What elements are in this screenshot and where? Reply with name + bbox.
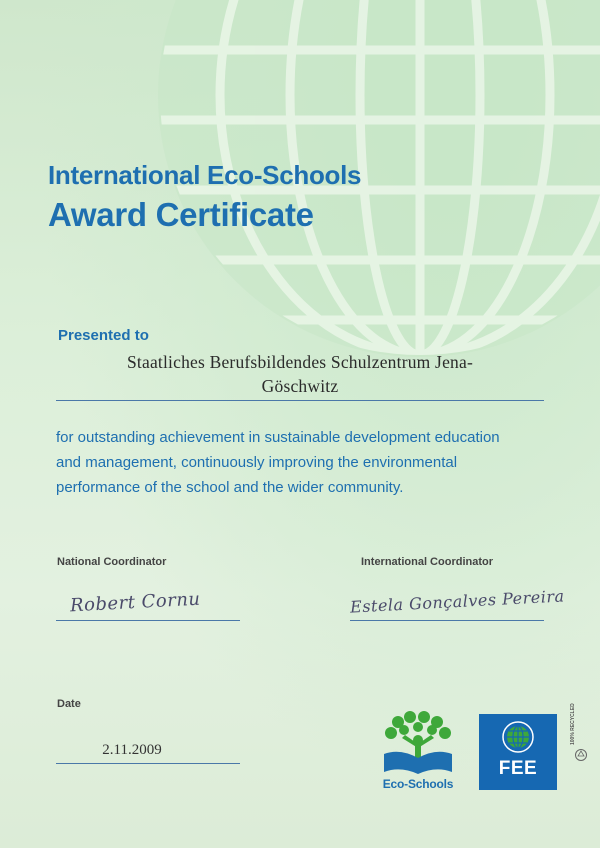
statement-line3: performance of the school and the wider community. — [56, 479, 404, 496]
certificate-title-line2: Award Certificate — [48, 196, 314, 233]
national-signature-line — [56, 620, 240, 621]
international-coordinator-signature: Estela Gonçalves Pereira — [349, 586, 565, 617]
fee-globe-icon — [479, 714, 557, 760]
award-statement — [56, 425, 544, 500]
recycle-icon — [574, 748, 588, 762]
date-value: 2.11.2009 — [102, 742, 162, 758]
fee-logo-text: FEE — [498, 758, 538, 779]
statement-line2: and management, continuously improving the environmental — [56, 454, 458, 471]
international-signature-line — [350, 620, 544, 621]
statement-line1: for outstanding achievement in sustainable development education — [56, 429, 500, 446]
date-label: Date — [57, 698, 81, 710]
recipient-line1: Staatliches Berufsbildendes Schulzentrum Jena- — [127, 352, 473, 372]
presented-to-label: Presented to — [58, 327, 149, 344]
recipient-underline — [56, 400, 544, 401]
recycled-mark: 100% RECYCLED — [570, 703, 576, 745]
national-coordinator-label: National Coordinator — [57, 556, 167, 568]
recipient-name — [56, 350, 544, 398]
certificate-title-line1: International Eco-Schools — [48, 160, 362, 190]
national-coordinator-signature: Robert Cornu — [69, 588, 201, 617]
recipient-line2: Göschwitz — [261, 376, 339, 396]
international-coordinator-label: International Coordinator — [361, 556, 493, 568]
eco-schools-logo-text: Eco-Schools — [382, 777, 454, 791]
date-line — [56, 763, 240, 764]
